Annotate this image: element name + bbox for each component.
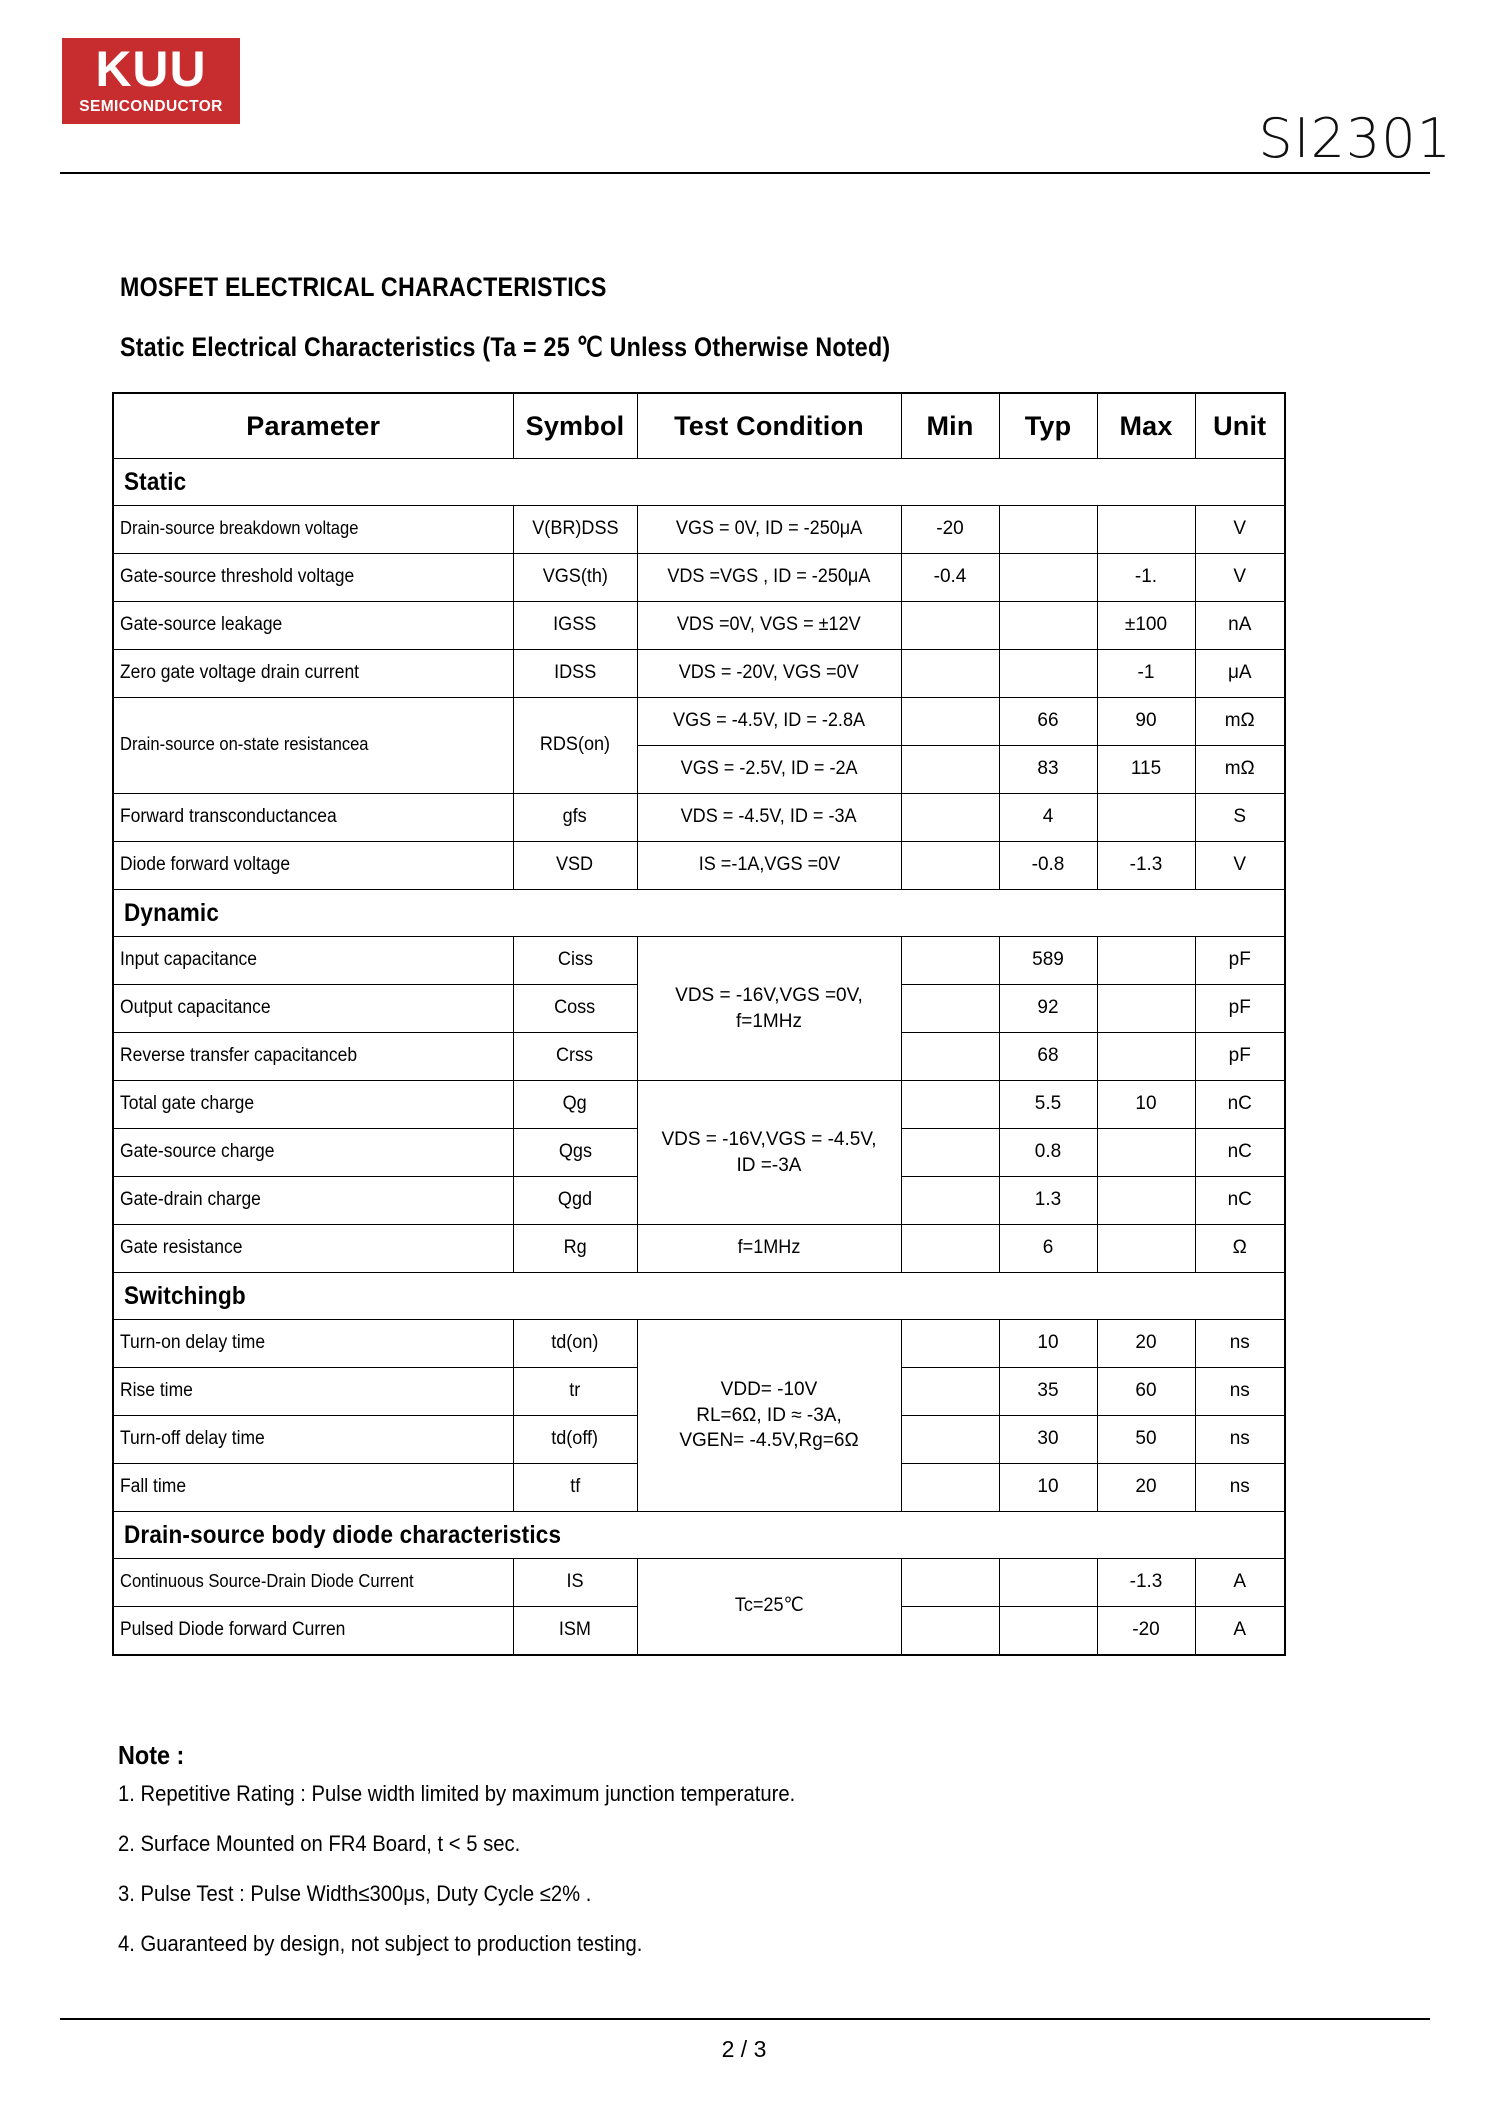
cell-unit: nC [1195,1177,1285,1225]
cell-parameter: Gate-drain charge [113,1177,513,1225]
cell-typ [999,602,1097,650]
cell-symbol: td(off) [513,1416,637,1464]
table-row [113,506,1285,554]
table-row [113,1559,1285,1607]
table-row [113,1225,1285,1273]
notes-title: Note : [118,1740,185,1770]
cell-min [901,698,999,746]
cell-max [1097,985,1195,1033]
column-header-unit: Unit [1195,393,1285,459]
note-item: 1. Repetitive Rating : Pulse width limited by maximum junction temperature. [118,1781,796,1806]
cell-max: ±100 [1097,602,1195,650]
cell-symbol: Ciss [513,937,637,985]
column-header-parameter: Parameter [113,393,513,459]
cell-symbol: ISM [513,1607,637,1656]
cell-symbol: Rg [513,1225,637,1273]
cell-symbol: IS [513,1559,637,1607]
cell-max [1097,1033,1195,1081]
cell-unit: V [1195,506,1285,554]
cell-test-condition: VGS = 0V, ID = -250μA [637,506,901,554]
column-header-test-condition: Test Condition [637,393,901,459]
cell-symbol: VSD [513,842,637,890]
cell-min [901,746,999,794]
cell-test-condition: VDS = -4.5V, ID = -3A [637,794,901,842]
cell-unit: A [1195,1559,1285,1607]
cell-typ: 66 [999,698,1097,746]
cell-parameter: Reverse transfer capacitanceb [113,1033,513,1081]
cell-max: -1 [1097,650,1195,698]
cell-typ: 92 [999,985,1097,1033]
cell-parameter: Input capacitance [113,937,513,985]
cell-test-condition: VDS = -16V,VGS =0V, f=1MHz [637,937,901,1081]
cell-parameter: Pulsed Diode forward Curren [113,1607,513,1656]
cell-unit: μA [1195,650,1285,698]
table-row [113,554,1285,602]
cell-min [901,1320,999,1368]
cell-min [901,842,999,890]
cell-typ: 30 [999,1416,1097,1464]
cell-unit: mΩ [1195,698,1285,746]
cell-unit: V [1195,842,1285,890]
cell-test-condition: VGS = -2.5V, ID = -2A [637,746,901,794]
cell-test-condition: Tc=25℃ [637,1559,901,1656]
cell-min [901,1464,999,1512]
cell-typ [999,650,1097,698]
cell-min [901,602,999,650]
cell-min [901,1559,999,1607]
column-header-min: Min [901,393,999,459]
cell-typ [999,1607,1097,1656]
cell-symbol: IDSS [513,650,637,698]
cell-typ: 83 [999,746,1097,794]
cell-unit: Ω [1195,1225,1285,1273]
page-subtitle: Static Electrical Characteristics (Ta = 25 ℃ Unless Otherwise Noted) [120,332,891,362]
cell-unit: pF [1195,937,1285,985]
cell-test-condition: VDS =0V, VGS = ±12V [637,602,901,650]
cell-unit: ns [1195,1464,1285,1512]
cell-min [901,1416,999,1464]
cell-max: -20 [1097,1607,1195,1656]
cell-max: 50 [1097,1416,1195,1464]
cell-unit: nC [1195,1129,1285,1177]
footer-divider [60,2018,1430,2020]
cell-typ: 10 [999,1464,1097,1512]
electrical-characteristics-table [112,392,1286,1656]
cell-min: -0.4 [901,554,999,602]
cell-typ: 10 [999,1320,1097,1368]
cell-min [901,1607,999,1656]
cell-test-condition: f=1MHz [637,1225,901,1273]
table-section-row [113,459,1285,506]
cell-min: -20 [901,506,999,554]
table-section-title: Drain-source body diode characteristics [113,1512,1285,1559]
cell-symbol: IGSS [513,602,637,650]
cell-typ: 4 [999,794,1097,842]
cell-max: 60 [1097,1368,1195,1416]
logo-wordmark: KUU [95,41,207,97]
table-section-row [113,1512,1285,1559]
cell-typ: 5.5 [999,1081,1097,1129]
cell-typ: 0.8 [999,1129,1097,1177]
cell-min [901,985,999,1033]
cell-symbol: VGS(th) [513,554,637,602]
cell-symbol: Qgs [513,1129,637,1177]
table-section-title: Dynamic [113,890,1285,937]
cell-parameter: Gate resistance [113,1225,513,1273]
table-row [113,602,1285,650]
note-item: 4. Guaranteed by design, not subject to production testing. [118,1931,643,1956]
cell-min [901,1177,999,1225]
cell-unit: mΩ [1195,746,1285,794]
cell-unit: A [1195,1607,1285,1656]
cell-parameter: Continuous Source-Drain Diode Current [113,1559,513,1607]
cell-parameter: Turn-off delay time [113,1416,513,1464]
cell-unit: nA [1195,602,1285,650]
column-header-max: Max [1097,393,1195,459]
note-item: 3. Pulse Test : Pulse Width≤300μs, Duty Cycle ≤2% . [118,1881,592,1906]
cell-typ: 35 [999,1368,1097,1416]
table-body [113,459,1285,1656]
cell-parameter: Zero gate voltage drain current [113,650,513,698]
cell-symbol: Crss [513,1033,637,1081]
cell-min [901,1129,999,1177]
cell-parameter: Gate-source charge [113,1129,513,1177]
cell-min [901,1368,999,1416]
cell-symbol: V(BR)DSS [513,506,637,554]
cell-min [901,1081,999,1129]
cell-min [901,794,999,842]
cell-parameter: Fall time [113,1464,513,1512]
cell-parameter: Rise time [113,1368,513,1416]
cell-symbol: gfs [513,794,637,842]
cell-test-condition: VDS = -20V, VGS =0V [637,650,901,698]
column-header-symbol: Symbol [513,393,637,459]
cell-typ [999,554,1097,602]
cell-symbol: tf [513,1464,637,1512]
table-row [113,794,1285,842]
note-item: 2. Surface Mounted on FR4 Board, t < 5 sec. [118,1831,521,1856]
cell-max: 10 [1097,1081,1195,1129]
cell-unit: pF [1195,985,1285,1033]
table-header-row [113,393,1285,459]
cell-max: -1.3 [1097,1559,1195,1607]
cell-symbol: Coss [513,985,637,1033]
cell-typ: -0.8 [999,842,1097,890]
page-header [0,38,1488,168]
cell-parameter: Turn-on delay time [113,1320,513,1368]
cell-parameter: Output capacitance [113,985,513,1033]
cell-parameter: Diode forward voltage [113,842,513,890]
cell-max: -1.3 [1097,842,1195,890]
cell-max [1097,937,1195,985]
cell-unit: nC [1195,1081,1285,1129]
cell-unit: S [1195,794,1285,842]
cell-unit: ns [1195,1416,1285,1464]
table-row [113,842,1285,890]
cell-parameter: Drain-source on-state resistancea [113,698,513,794]
cell-typ: 1.3 [999,1177,1097,1225]
cell-parameter: Gate-source threshold voltage [113,554,513,602]
cell-parameter: Drain-source breakdown voltage [113,506,513,554]
cell-symbol: Qg [513,1081,637,1129]
cell-test-condition: VDS = -16V,VGS = -4.5V, ID =-3A [637,1081,901,1225]
cell-symbol: Qgd [513,1177,637,1225]
cell-typ: 68 [999,1033,1097,1081]
cell-min [901,1033,999,1081]
cell-max [1097,1129,1195,1177]
table-section-row [113,890,1285,937]
cell-max [1097,1177,1195,1225]
cell-test-condition: IS =-1A,VGS =0V [637,842,901,890]
cell-unit: ns [1195,1368,1285,1416]
cell-max: -1. [1097,554,1195,602]
cell-symbol: tr [513,1368,637,1416]
electrical-characteristics-table-wrap [112,392,1284,1656]
cell-min [901,937,999,985]
cell-parameter: Gate-source leakage [113,602,513,650]
cell-symbol: td(on) [513,1320,637,1368]
logo-tagline: SEMICONDUCTOR [79,98,223,115]
header-divider [60,172,1430,174]
cell-test-condition: VDS =VGS , ID = -250μA [637,554,901,602]
cell-max: 90 [1097,698,1195,746]
cell-max [1097,794,1195,842]
table-section-row [113,1273,1285,1320]
table-row [113,937,1285,985]
cell-typ: 589 [999,937,1097,985]
cell-max [1097,1225,1195,1273]
cell-test-condition: VDD= -10V RL=6Ω, ID ≈ -3A, VGEN= -4.5V,Rg=6Ω [637,1320,901,1512]
page-number: 2 / 3 [721,2036,767,2062]
cell-unit: V [1195,554,1285,602]
cell-max: 20 [1097,1464,1195,1512]
cell-typ [999,1559,1097,1607]
cell-unit: ns [1195,1320,1285,1368]
cell-test-condition: VGS = -4.5V, ID = -2.8A [637,698,901,746]
cell-unit: pF [1195,1033,1285,1081]
cell-typ: 6 [999,1225,1097,1273]
page-title: MOSFET ELECTRICAL CHARACTERISTICS [120,272,607,302]
part-number-title: SI2301 [1258,107,1452,170]
cell-max: 20 [1097,1320,1195,1368]
notes-list [118,1781,1318,1957]
cell-max [1097,506,1195,554]
table-row [113,650,1285,698]
cell-min [901,1225,999,1273]
table-section-title: Static [113,459,1285,506]
table-row [113,698,1285,746]
column-header-typ: Typ [999,393,1097,459]
cell-parameter: Total gate charge [113,1081,513,1129]
table-row [113,1081,1285,1129]
cell-min [901,650,999,698]
table-row [113,1320,1285,1368]
notes-section [118,1740,1318,1981]
cell-max: 115 [1097,746,1195,794]
table-section-title: Switchingb [113,1273,1285,1320]
cell-symbol: RDS(on) [513,698,637,794]
cell-parameter: Forward transconductancea [113,794,513,842]
company-logo [62,38,240,124]
cell-typ [999,506,1097,554]
